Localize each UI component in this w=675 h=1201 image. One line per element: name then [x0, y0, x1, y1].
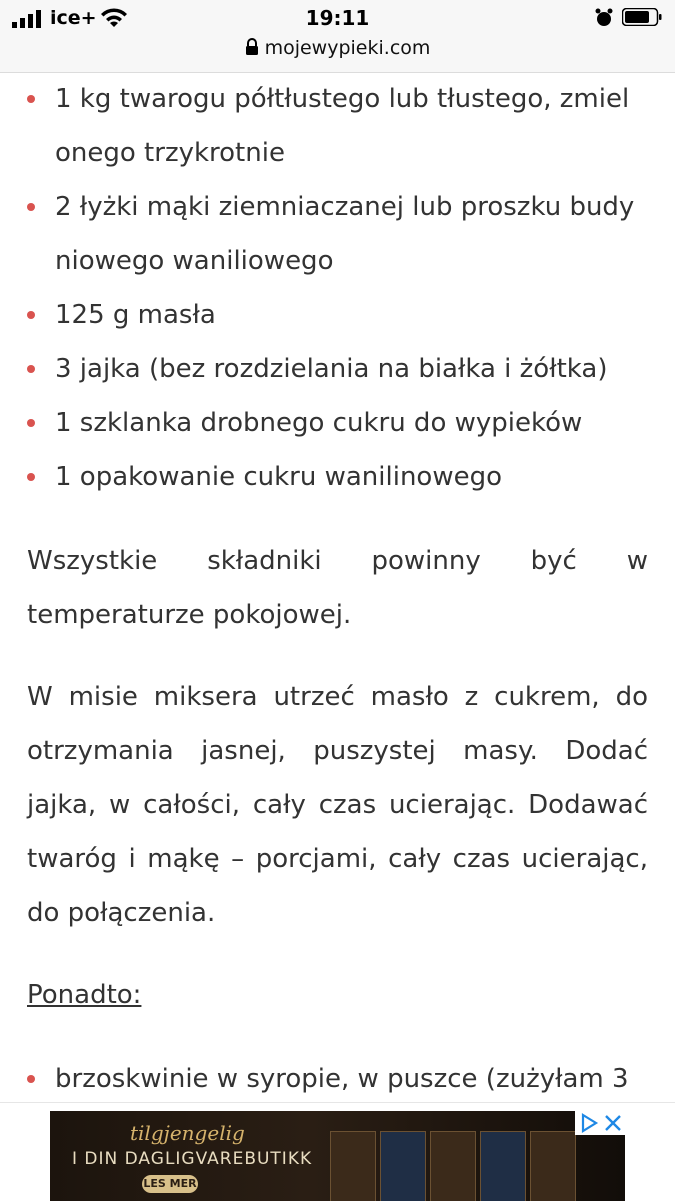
list-item: 2 łyżki mąki ziemniaczanej lub proszku budy niowego waniliowego: [0, 180, 675, 288]
bullet-icon: [27, 203, 35, 211]
bullet-icon: [27, 1075, 35, 1083]
list-item: brzoskwinie w syropie, w puszce (zużyłam 3: [0, 1052, 675, 1106]
ad-product-image: [430, 1131, 476, 1201]
ad-banner[interactable]: [50, 1111, 625, 1201]
bullet-icon: [27, 473, 35, 481]
ad-product-image: [480, 1131, 526, 1201]
list-item: 3 jajka (bez rozdzielania na białka i żółtka): [0, 342, 675, 396]
ad-product-image: [380, 1131, 426, 1201]
list-item: 1 szklanka drobnego cukru do wypieków: [0, 396, 675, 450]
ad-product-image: [530, 1131, 576, 1201]
article-content: [0, 72, 675, 1106]
ad-text-line2: I DIN DAGLIGVAREBUTIKK: [72, 1149, 313, 1169]
ingredient-list: [0, 72, 675, 504]
status-bar: [0, 0, 675, 73]
close-icon[interactable]: [601, 1111, 625, 1135]
bullet-icon: [27, 419, 35, 427]
battery-icon: [622, 8, 662, 26]
alarm-icon: [594, 8, 614, 28]
ad-read-more-button[interactable]: LES MER: [142, 1175, 198, 1193]
carrier-name: ice+: [50, 7, 97, 29]
extra-list: [0, 1052, 675, 1106]
bullet-icon: [27, 365, 35, 373]
ad-text-line1: tilgjengelig: [130, 1121, 245, 1145]
status-time: 19:11: [305, 6, 370, 30]
section-heading: Ponadto:: [27, 980, 142, 1010]
paragraph-instructions: W misie miksera utrzeć masło z cukrem, do otrzymania jasnej, puszystej masy. Dodać jajka, w całości, cały czas ucierając. Dodawać twaróg i mąkę – porcjami, cały czas ucierając, do połączenia.: [27, 682, 648, 928]
ad-product-image: [330, 1131, 376, 1201]
ad-bar: [0, 1102, 675, 1201]
list-item: 1 opakowanie cukru wanilinowego: [0, 450, 675, 504]
ad-controls: [575, 1111, 625, 1135]
list-item: 1 kg twarogu półtłustego lub tłustego, zmiel onego trzykrotnie: [0, 72, 675, 180]
bullet-icon: [27, 311, 35, 319]
address-bar[interactable]: [0, 37, 675, 59]
bullet-icon: [27, 95, 35, 103]
adchoices-icon[interactable]: [577, 1111, 601, 1135]
url-text: mojewypieki.com: [264, 37, 431, 59]
lock-icon: [245, 38, 259, 56]
paragraph-temperature: Wszystkie składniki powinny być w temperaturze pokojowej.: [27, 546, 648, 630]
list-item: 125 g masła: [0, 288, 675, 342]
